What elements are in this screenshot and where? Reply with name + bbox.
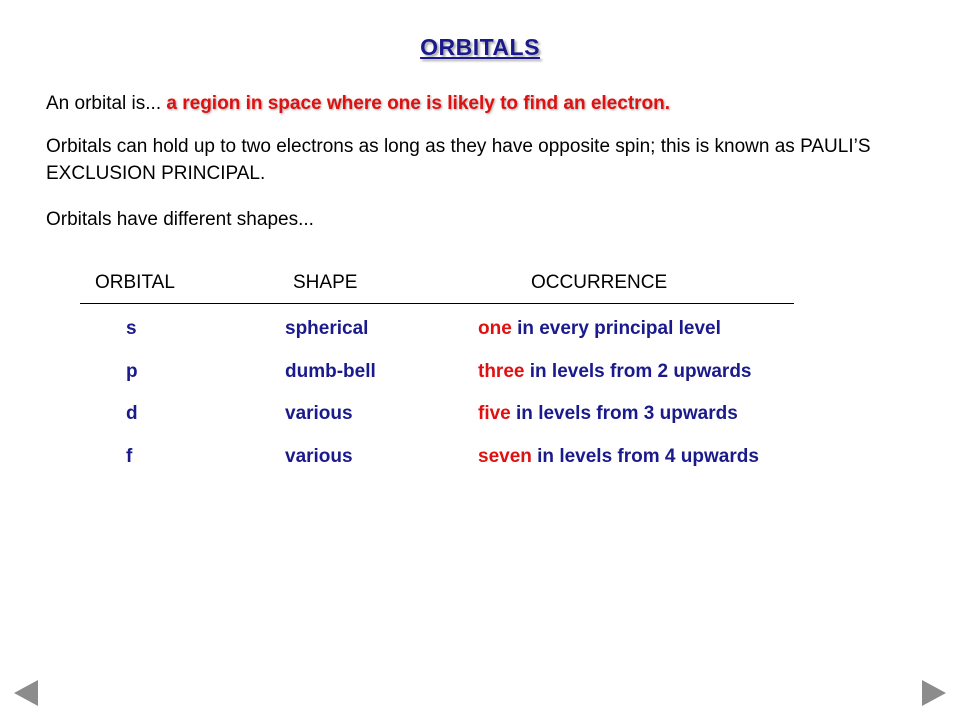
header-occurrence: OCCURRENCE: [531, 272, 668, 293]
orbital-cell: p: [126, 361, 138, 382]
occurrence-count: seven: [478, 446, 532, 467]
shapes-intro-paragraph: Orbitals have different shapes...: [46, 209, 314, 230]
slide-title: ORBITALS: [420, 34, 540, 60]
orbital-cell: s: [126, 318, 137, 339]
occurrence-cell: [478, 318, 721, 340]
occurrence-cell: [478, 403, 738, 425]
occurrence-cell: [478, 446, 759, 468]
table-row: [0, 318, 960, 346]
header-orbital: ORBITAL: [95, 272, 175, 293]
definition-highlight: a region in space where one is likely to find an electron.: [166, 93, 671, 114]
definition-prefix: An orbital is...: [46, 93, 162, 114]
orbital-cell: d: [126, 403, 138, 424]
shape-cell: spherical: [285, 318, 369, 339]
header-divider: [80, 303, 794, 304]
occurrence-rest: in every principal level: [517, 318, 721, 339]
shape-cell: various: [285, 446, 353, 467]
pauli-paragraph: Orbitals can hold up to two electrons as long as they have opposite spin; this is known as PAULI’S EXCLUSION PRINCIPAL.: [46, 136, 871, 184]
occurrence-cell: [478, 361, 752, 383]
table-row: [0, 361, 960, 389]
header-shape: SHAPE: [293, 272, 358, 293]
occurrence-rest: in levels from 4 upwards: [537, 446, 759, 467]
occurrence-rest: in levels from 3 upwards: [516, 403, 738, 424]
occurrence-count: three: [478, 361, 525, 382]
triangle-right-icon[interactable]: [922, 680, 946, 706]
definition-paragraph: [46, 90, 916, 117]
orbital-cell: f: [126, 446, 133, 467]
shape-cell: dumb-bell: [285, 361, 376, 382]
occurrence-count: one: [478, 318, 512, 339]
triangle-left-icon[interactable]: [14, 680, 38, 706]
table-row: [0, 446, 960, 474]
occurrence-rest: in levels from 2 upwards: [529, 361, 752, 382]
occurrence-count: five: [478, 403, 511, 424]
shape-cell: various: [285, 403, 353, 424]
table-row: [0, 403, 960, 431]
